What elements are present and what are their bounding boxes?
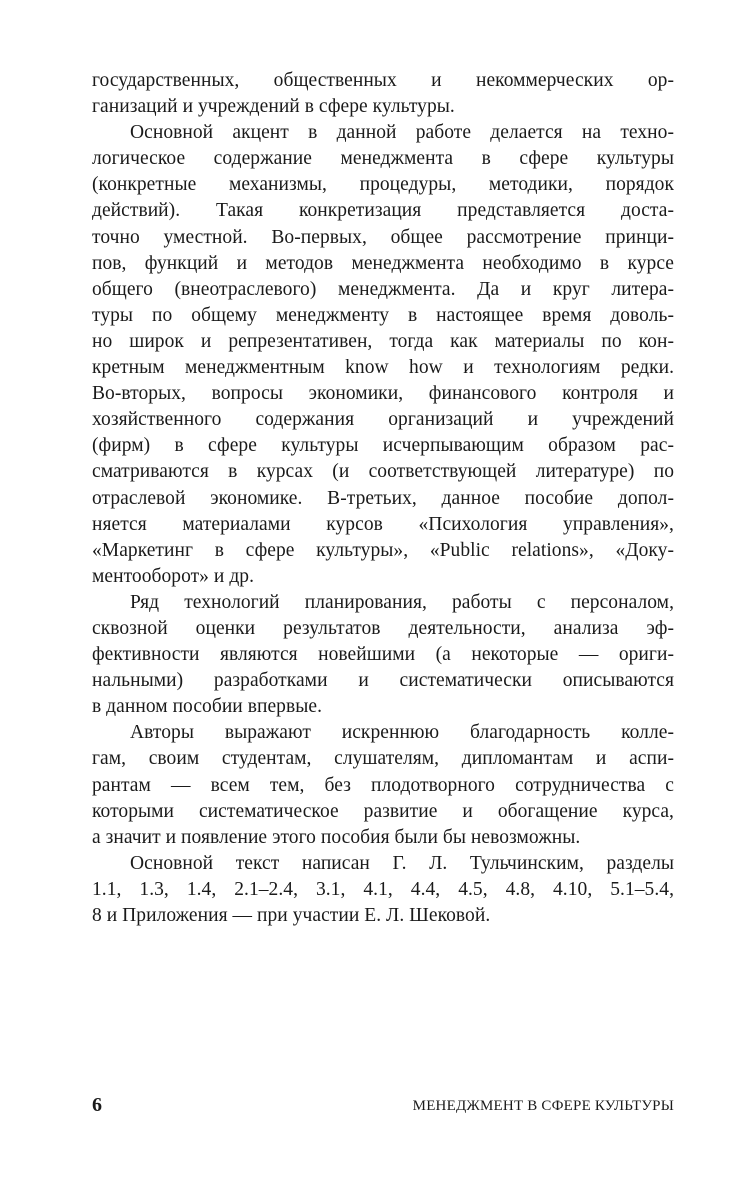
text-line: общего (внеотраслевого) менеджмента. Да и круг литера-: [92, 278, 674, 300]
text-line: которыми систематическое развитие и обогащение курса,: [92, 800, 674, 822]
text-line: ментооборот» и др.: [92, 565, 255, 587]
text-line: Основной акцент в данной работе делается на техно-: [130, 122, 674, 144]
text-line: нальными) разработками и систематически описываются: [92, 670, 674, 692]
text-line: действий). Такая конкретизация представляется доста-: [92, 200, 674, 222]
text-line: а значит и появление этого пособия были бы невозможны.: [92, 826, 581, 848]
text-line: в данном пособии впервые.: [92, 696, 323, 718]
text-line: няется материалами курсов «Психология управления»,: [92, 513, 674, 535]
text-line: Во-вторых, вопросы экономики, финансового контроля и: [92, 383, 674, 405]
text-line: Ряд технологий планирования, работы с персоналом,: [130, 591, 674, 613]
page-body: [92, 68, 674, 929]
text-line: сматриваются в курсах (и соответствующей литературе) по: [92, 461, 674, 483]
text-line: 1.1, 1.3, 1.4, 2.1–2.4, 3.1, 4.1, 4.4, 4.5, 4.8, 4.10, 5.1–5.4,: [92, 878, 674, 900]
paragraph: [92, 120, 674, 590]
page-footer: [92, 1093, 674, 1117]
text-line: гам, своим студентам, слушателям, дипломантам и аспи-: [92, 748, 674, 770]
text-line: кретным менеджментным know how и технологиям редки.: [92, 357, 674, 379]
text-line: (фирм) в сфере культуры исчерпывающим образом рас-: [92, 435, 674, 457]
paragraph: [92, 720, 674, 850]
text-line: логическое содержание менеджмента в сфере культуры: [92, 148, 674, 170]
text-line: фективности являются новейшими (а некоторые — ориги-: [92, 644, 674, 666]
text-line: ганизаций и учреждений в сфере культуры.: [92, 96, 455, 118]
running-title: МЕНЕДЖМЕНТ В СФЕРЕ КУЛЬТУРЫ: [412, 1098, 674, 1114]
paragraph: [92, 68, 674, 120]
text-line: государственных, общественных и некоммерческих ор-: [92, 70, 674, 91]
text-line: Основной текст написан Г. Л. Тульчинским, разделы: [130, 852, 674, 874]
text-line: рантам — всем тем, без плодотворного сотрудничества с: [92, 774, 674, 796]
text-line: Авторы выражают искреннюю благодарность колле-: [130, 722, 674, 744]
text-line: «Маркетинг в сфере культуры», «Public relations», «Доку-: [92, 539, 674, 561]
text-line: (конкретные механизмы, процедуры, методики, порядок: [92, 174, 674, 196]
text-line: точно уместной. Во-первых, общее рассмотрение принци-: [92, 226, 674, 248]
text-line: туры по общему менеджменту в настоящее время доволь-: [92, 304, 674, 326]
paragraph: [92, 590, 674, 720]
text-line: но широк и репрезентативен, тогда как материалы по кон-: [92, 330, 674, 352]
text-line: хозяйственного содержания организаций и учреждений: [92, 409, 674, 431]
text-line: отраслевой экономике. В-третьих, данное пособие допол-: [92, 487, 674, 509]
paragraph: [92, 851, 674, 929]
text-line: сквозной оценки результатов деятельности, анализа эф-: [92, 617, 674, 639]
text-line: 8 и Приложения — при участии Е. Л. Шековой.: [92, 905, 491, 926]
text-line: пов, функций и методов менеджмента необходимо в курсе: [92, 252, 674, 274]
page-number: 6: [92, 1094, 102, 1116]
